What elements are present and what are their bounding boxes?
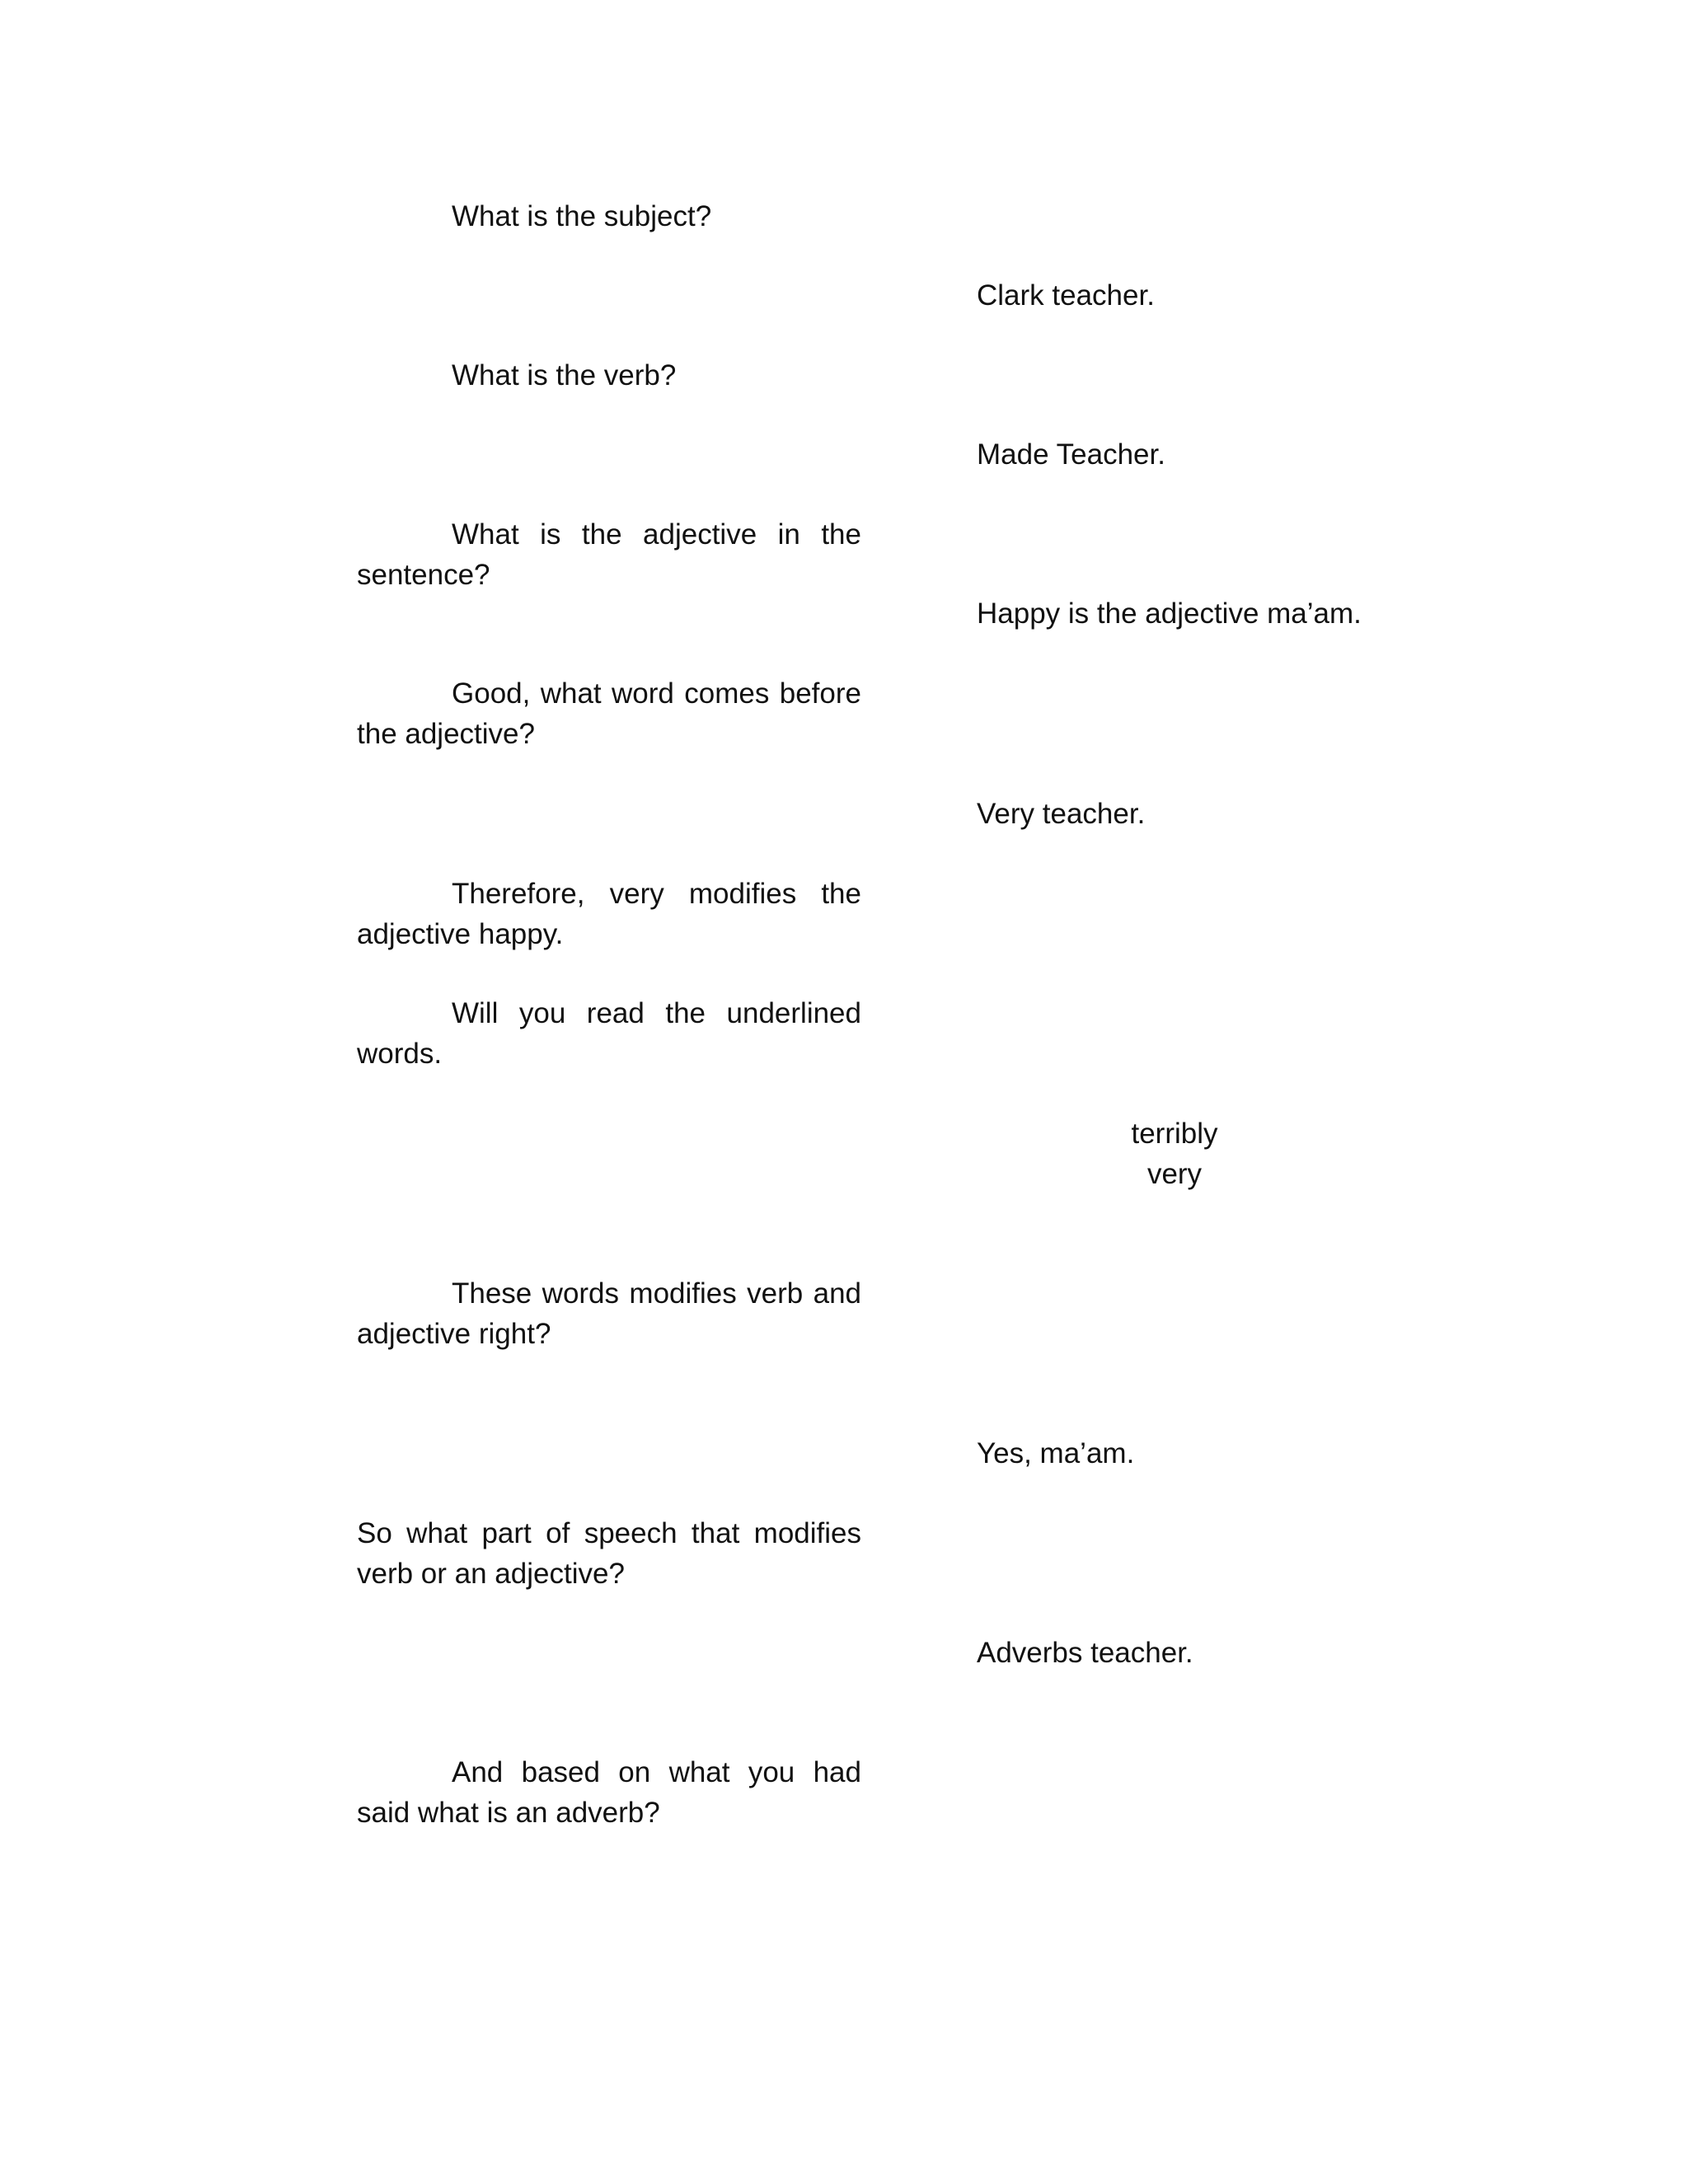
teacher-question-verb: What is the verb? xyxy=(452,359,677,391)
student-answer-adjective: Happy is the adjective ma’am. xyxy=(977,598,1362,630)
student-answer-adverbs: Adverbs teacher. xyxy=(977,1637,1193,1669)
student-word-very: very xyxy=(1146,1158,1203,1190)
student-answer-yes: Yes, ma’am. xyxy=(977,1437,1135,1469)
teacher-statement-very-modifies: Therefore, very modifies the adjective happy. xyxy=(357,878,861,950)
teacher-request-read-underlined: Will you read the underlined words. xyxy=(357,997,861,1070)
teacher-question-part-of-speech: So what part of speech that modifies verb or an adjective? xyxy=(357,1517,861,1590)
teacher-question-modifies-verb-adjective: These words modifies verb and adjective right? xyxy=(357,1277,861,1350)
teacher-question-word-before-adjective: Good, what word comes before the adjective? xyxy=(357,677,861,750)
teacher-question-subject: What is the subject? xyxy=(452,200,712,232)
student-word-terribly: terribly xyxy=(1131,1118,1218,1150)
student-answer-very: Very teacher. xyxy=(977,798,1146,830)
student-answer-verb: Made Teacher. xyxy=(977,438,1165,471)
teacher-question-adjective: What is the adjective in the sentence? xyxy=(357,518,861,591)
teacher-question-what-is-adverb: And based on what you had said what is an adverb? xyxy=(357,1756,861,1829)
student-answer-subject: Clark teacher. xyxy=(977,279,1155,312)
